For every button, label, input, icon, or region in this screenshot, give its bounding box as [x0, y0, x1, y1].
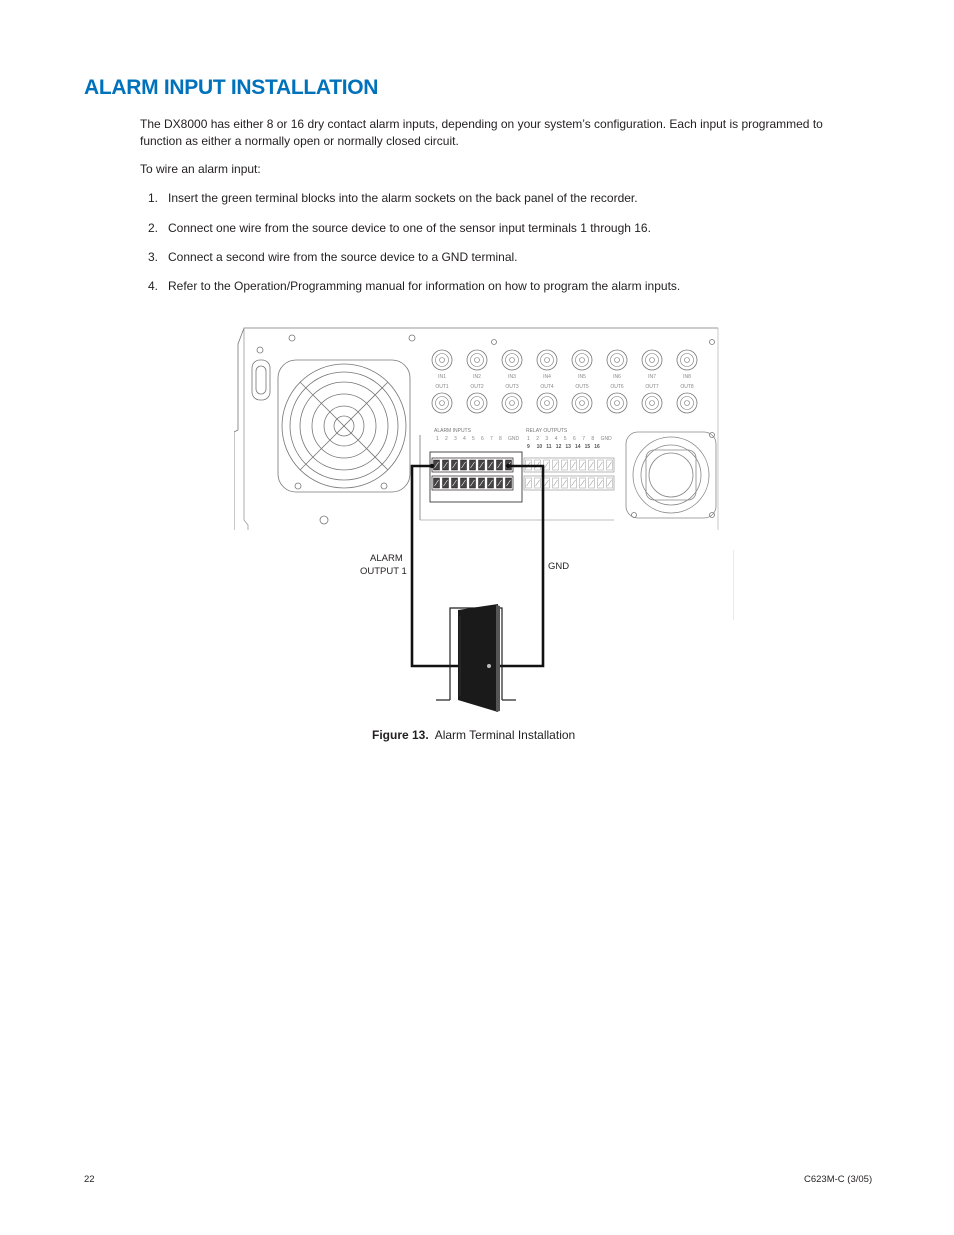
alarm-terminal-figure — [234, 320, 734, 720]
bnc-connector-pin — [510, 401, 515, 406]
bnc-connector-inner — [611, 354, 624, 367]
step-text: Connect one wire from the source device to one of the sensor input terminals 1 through 16. — [168, 221, 651, 235]
bnc-connector-pin — [510, 358, 515, 363]
relay-terminal-number: 3 — [545, 436, 549, 442]
alarm-terminal-numbers — [436, 436, 520, 442]
gnd-terminal-connection — [506, 464, 510, 468]
out-label: OUT1 — [435, 384, 449, 390]
out-label: OUT7 — [645, 384, 659, 390]
bnc-connector — [677, 393, 697, 413]
step-number: 4. — [148, 279, 159, 293]
recorder-panel — [234, 328, 734, 620]
bnc-connector-pin — [545, 401, 550, 406]
relay-terminal-number: 14 — [575, 444, 581, 450]
lead-sentence: To wire an alarm input: — [140, 162, 261, 176]
terminal-screw-slot — [599, 462, 603, 468]
in-label: IN1 — [438, 374, 446, 380]
terminal-screw-slot — [545, 480, 549, 486]
bnc-connector-inner — [611, 397, 624, 410]
alarm-terminal-number: 8 — [499, 436, 502, 442]
relay-terminal-number: 8 — [591, 436, 595, 442]
bnc-connector-pin — [615, 401, 620, 406]
in-label: IN7 — [648, 374, 656, 380]
page-title: ALARM INPUT INSTALLATION — [84, 76, 379, 99]
terminal-screw-slot — [563, 462, 567, 468]
relay-terminal-numbers — [527, 436, 612, 450]
gnd-label: GND — [548, 561, 570, 572]
bnc-connector — [677, 350, 697, 370]
alarm-terminal-number: 3 — [454, 436, 457, 442]
bnc-labels — [435, 374, 694, 390]
step-number: 2. — [148, 221, 159, 235]
in-label: IN6 — [613, 374, 621, 380]
alarm-terminal-number: 7 — [490, 436, 493, 442]
bnc-connectors — [432, 350, 697, 413]
bnc-connector — [502, 393, 522, 413]
out-label: OUT2 — [470, 384, 484, 390]
bnc-connector — [642, 393, 662, 413]
bnc-connector — [537, 350, 557, 370]
figure-caption-text: Alarm Terminal Installation — [434, 728, 576, 742]
step-number: 1. — [148, 191, 159, 205]
relay-terminal-number: 16 — [594, 444, 600, 450]
door-icon — [436, 604, 516, 712]
bnc-connector-inner — [471, 354, 484, 367]
alarm-output-label-line2: OUTPUT 1 — [360, 566, 407, 577]
alarm-block-highlight — [430, 452, 522, 502]
bnc-connector — [502, 350, 522, 370]
terminal-screw-slot — [581, 480, 585, 486]
in-label: IN4 — [543, 374, 551, 380]
alarm-output-label-line1: ALARM — [370, 553, 403, 564]
alarm-terminal-number: GND — [508, 436, 520, 442]
relay-terminal-block — [524, 458, 614, 490]
terminal-screw-slot — [599, 480, 603, 486]
bnc-connector-inner — [506, 397, 519, 410]
bnc-connector-inner — [506, 354, 519, 367]
terminal-screw-slot — [563, 480, 567, 486]
in-label: IN3 — [508, 374, 516, 380]
step-text: Refer to the Operation/Programming manual for information on how to program the alarm inputs. — [168, 279, 681, 293]
terminal-screw-slot — [608, 480, 612, 486]
bnc-connector-pin — [440, 401, 445, 406]
bnc-connector-pin — [580, 358, 585, 363]
bnc-connector — [642, 350, 662, 370]
terminal-screw-slot — [608, 462, 612, 468]
terminal-screw-slot — [590, 480, 594, 486]
alarm-terminal-number: 1 — [436, 436, 439, 442]
relay-terminal-number: 10 — [536, 444, 543, 450]
relay-terminal-number: GND — [600, 436, 612, 442]
page-number: 22 — [84, 1174, 95, 1185]
bnc-connector-pin — [545, 358, 550, 363]
bnc-connector — [572, 350, 592, 370]
alarm-terminal-block — [432, 458, 513, 490]
bnc-connector — [572, 393, 592, 413]
bnc-connector — [537, 393, 557, 413]
figure-caption — [372, 728, 575, 742]
relay-terminal-number: 6 — [573, 436, 576, 442]
relay-terminal-number: 12 — [555, 444, 562, 450]
terminal-screw-slot — [527, 480, 531, 486]
terminal-screw-slot — [590, 462, 594, 468]
alarm-terminal-connection — [430, 464, 434, 468]
terminal-screw-slot — [554, 480, 558, 486]
bnc-connector-inner — [646, 397, 659, 410]
bnc-connector-pin — [475, 401, 480, 406]
relay-terminal-number: 15 — [584, 444, 591, 450]
relay-terminal-number: 2 — [536, 436, 539, 442]
step-text: Insert the green terminal blocks into the alarm sockets on the back panel of the recorder. — [168, 191, 638, 205]
bnc-connector — [607, 393, 627, 413]
bnc-connector — [432, 350, 452, 370]
in-label: IN5 — [578, 374, 586, 380]
recorder-back-panel-illustration — [234, 320, 734, 720]
bnc-connector-inner — [681, 354, 694, 367]
bnc-connector-pin — [440, 358, 445, 363]
alarm-terminal-number: 4 — [463, 436, 466, 442]
intro-paragraph: The DX8000 has either 8 or 16 dry contact alarm inputs, depending on your system’s configuration. Each input is programmed to function as either a normally open or normally closed circuit. — [140, 117, 823, 148]
alarm-inputs-title: ALARM INPUTS — [434, 428, 471, 434]
out-label: OUT3 — [505, 384, 519, 390]
relay-terminal-number: 4 — [554, 436, 558, 442]
fan-grille — [278, 360, 410, 492]
bnc-connector-inner — [541, 397, 554, 410]
step-number: 3. — [148, 250, 159, 264]
out-label: OUT6 — [610, 384, 624, 390]
out-label: OUT8 — [680, 384, 694, 390]
bnc-connector-inner — [576, 354, 589, 367]
relay-terminal-number: 13 — [565, 444, 571, 450]
step-text: Connect a second wire from the source device to a GND terminal. — [168, 250, 518, 264]
terminal-screw-slot — [536, 480, 540, 486]
bnc-connector-pin — [475, 358, 480, 363]
out-label: OUT4 — [540, 384, 554, 390]
out-label: OUT5 — [575, 384, 589, 390]
in-label: IN8 — [683, 374, 691, 380]
relay-terminal-number: 7 — [582, 436, 585, 442]
relay-terminal-number: 1 — [527, 436, 530, 442]
small-fan — [626, 432, 716, 518]
bnc-connector-inner — [471, 397, 484, 410]
bnc-connector — [432, 393, 452, 413]
bnc-connector-pin — [580, 401, 585, 406]
terminal-screw-slot — [545, 462, 549, 468]
bnc-connector-inner — [646, 354, 659, 367]
bnc-connector-inner — [436, 354, 449, 367]
terminal-screw-slot — [554, 462, 558, 468]
document-code: C623M-C (3/05) — [804, 1174, 873, 1185]
bnc-connector — [467, 350, 487, 370]
alarm-terminal-number: 6 — [481, 436, 484, 442]
bnc-connector-inner — [576, 397, 589, 410]
bnc-connector-inner — [541, 354, 554, 367]
bnc-connector-pin — [650, 401, 655, 406]
terminal-screw-slot — [572, 462, 576, 468]
bnc-connector-pin — [685, 401, 690, 406]
terminal-screw-slot — [572, 480, 576, 486]
relay-outputs-title: RELAY OUTPUTS — [526, 428, 568, 434]
bnc-connector-pin — [615, 358, 620, 363]
bnc-connector-pin — [650, 358, 655, 363]
figure-number: Figure 13. — [372, 728, 429, 742]
relay-terminal-number: 9 — [527, 444, 530, 450]
alarm-terminal-number: 2 — [445, 436, 448, 442]
bnc-connector — [467, 393, 487, 413]
terminal-screw-slot — [581, 462, 585, 468]
bnc-connector — [607, 350, 627, 370]
bnc-connector-inner — [436, 397, 449, 410]
bnc-connector-inner — [681, 397, 694, 410]
bnc-connector-pin — [685, 358, 690, 363]
in-label: IN2 — [473, 374, 481, 380]
relay-terminal-number: 11 — [546, 444, 552, 450]
relay-terminal-number: 5 — [563, 436, 567, 442]
alarm-terminal-number: 5 — [472, 436, 475, 442]
